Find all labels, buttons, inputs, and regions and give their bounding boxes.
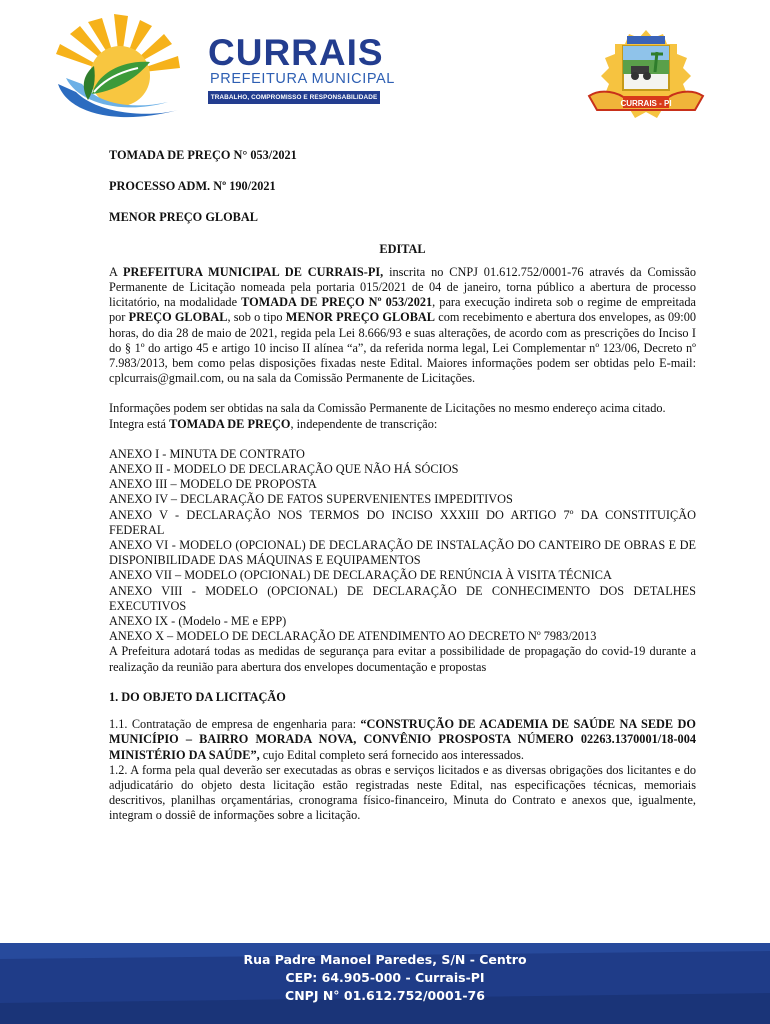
brand-slogan: TRABALHO, COMPROMISSO E RESPONSABILIDADE <box>208 91 380 104</box>
annex-item: ANEXO II - MODELO DE DECLARAÇÃO QUE NÃO HÁ SÓCIOS <box>109 462 459 477</box>
annex-item: ANEXO VI - MODELO (OPCIONAL) DE DECLARAÇÃO DE INSTALAÇÃO DO CANTEIRO DE OBRAS E DE DISPONIBILIDADE DAS MÁQUINAS E EQUIPAMENTOS <box>109 538 696 568</box>
footer-address: Rua Padre Manoel Paredes, S/N - Centro <box>243 952 527 967</box>
award-criterion: MENOR PREÇO GLOBAL <box>109 210 258 225</box>
footer <box>0 943 770 1024</box>
clause-1-2: 1.2. A forma pela qual deverão ser executadas as obras e serviços licitados e as diversas obrigações dos licitantes e do adjudicatário do objeto desta licitação estão registradas neste Edital, nas especificações técnicas, memoriais descritivos, planilhas orçamentárias, cronograma físico-financeiro, Minuta do Contrato e anexos que, igualmente, integram o dossiê de informações sobre a licitação. <box>109 762 696 823</box>
annex-item: ANEXO X – MODELO DE DECLARAÇÃO DE ATENDIMENTO AO DECRETO Nº 7983/2013 <box>109 629 597 644</box>
municipal-seal-icon <box>571 26 721 126</box>
annex-item: ANEXO VII – MODELO (OPCIONAL) DE DECLARAÇÃO DE RENÚNCIA À VISITA TÉCNICA <box>109 568 612 583</box>
intro-paragraph: A PREFEITURA MUNICIPAL DE CURRAIS-PI, inscrita no CNPJ 01.612.752/0001-76 através da Comissão Permanente de Licitação nomeada pela portaria 015/2021 de 04 de janeiro, torna público a abertura de processo licitatório, na modalidade TOMADA DE PREÇO Nº 053/2021, para execução indireta sob o regime de empreitada por PREÇO GLOBAL, sob o tipo MENOR PREÇO GLOBAL com recebimento e abertura dos envelopes, as 09:00 horas, do dia 28 de maio de 2021, regida pela Lei 8.666/93 e suas alterações, de acordo com as prescrições do Inciso I do § 1º do artigo 45 e artigo 10 inciso II alínea “a”, da referida norma legal, Lei Complementar nº 123/06, Decreto nº 7.983/2013, bem como pelas disposições fixadas neste Edital. Maiores informações podem ser obtidas pelo E-mail: cplcurrais@gmail.com, ou na sala da Comissão Permanente de Licitações. <box>109 264 697 386</box>
annex-item: ANEXO VIII - MODELO (OPCIONAL) DE DECLARAÇÃO DE CONHECIMENTO DOS DETALHES EXECUTIVOS <box>109 583 696 613</box>
covid-paragraph: A Prefeitura adotará todas as medidas de segurança para evitar a possibilidade de propagação do covid-19 durante a realização da reunião para abertura dos envelopes documentação e propostas <box>109 644 696 674</box>
clause-1-1: 1.1. Contratação de empresa de engenharia para: “CONSTRUÇÃO DE ACADEMIA DE SAÚDE NA SEDE DO MUNICÍPIO – BAIRRO MORADA NOVA, CONVÊNIO PROSPOSTA NÚMERO 02263.1370001/18-004 MINISTÉRIO DA SAÚDE”, cujo Edital completo será fornecido aos interessados. <box>109 717 696 762</box>
info-paragraph: Informações podem ser obtidas na sala da Comissão Permanente de Licitações no mesmo endereço acima citado. <box>109 401 666 416</box>
annex-item: ANEXO V - DECLARAÇÃO NOS TERMOS DO INCISO XXXIII DO ARTIGO 7º DA CONSTITUIÇÃO FEDERAL <box>109 507 696 537</box>
process-number: PROCESSO ADM. Nº 190/2021 <box>109 179 276 194</box>
brand-name: CURRAIS <box>208 32 384 73</box>
annex-item: ANEXO IV – DECLARAÇÃO DE FATOS SUPERVENIENTES IMPEDITIVOS <box>109 492 513 507</box>
letterhead <box>0 0 770 130</box>
seal-label: CURRAIS - PI <box>620 99 672 108</box>
document-title: EDITAL <box>379 241 426 256</box>
annex-item: ANEXO I - MINUTA DE CONTRATO <box>109 446 305 461</box>
brand-subtitle: PREFEITURA MUNICIPAL <box>210 71 395 87</box>
annex-list <box>109 447 696 645</box>
section-title: 1. DO OBJETO DA LICITAÇÃO <box>109 689 286 704</box>
document-body <box>109 148 696 839</box>
footer-cnpj: CNPJ N° 01.612.752/0001-76 <box>285 988 485 1003</box>
integration-paragraph: Integra está TOMADA DE PREÇO, independente de transcrição: <box>109 416 438 431</box>
annex-item: ANEXO IX - (Modelo - ME e EPP) <box>109 614 287 629</box>
annex-item: ANEXO III – MODELO DE PROPOSTA <box>109 477 317 492</box>
footer-cep: CEP: 64.905-000 - Currais-PI <box>285 970 485 985</box>
tender-number: TOMADA DE PREÇO N° 053/2021 <box>109 148 297 162</box>
